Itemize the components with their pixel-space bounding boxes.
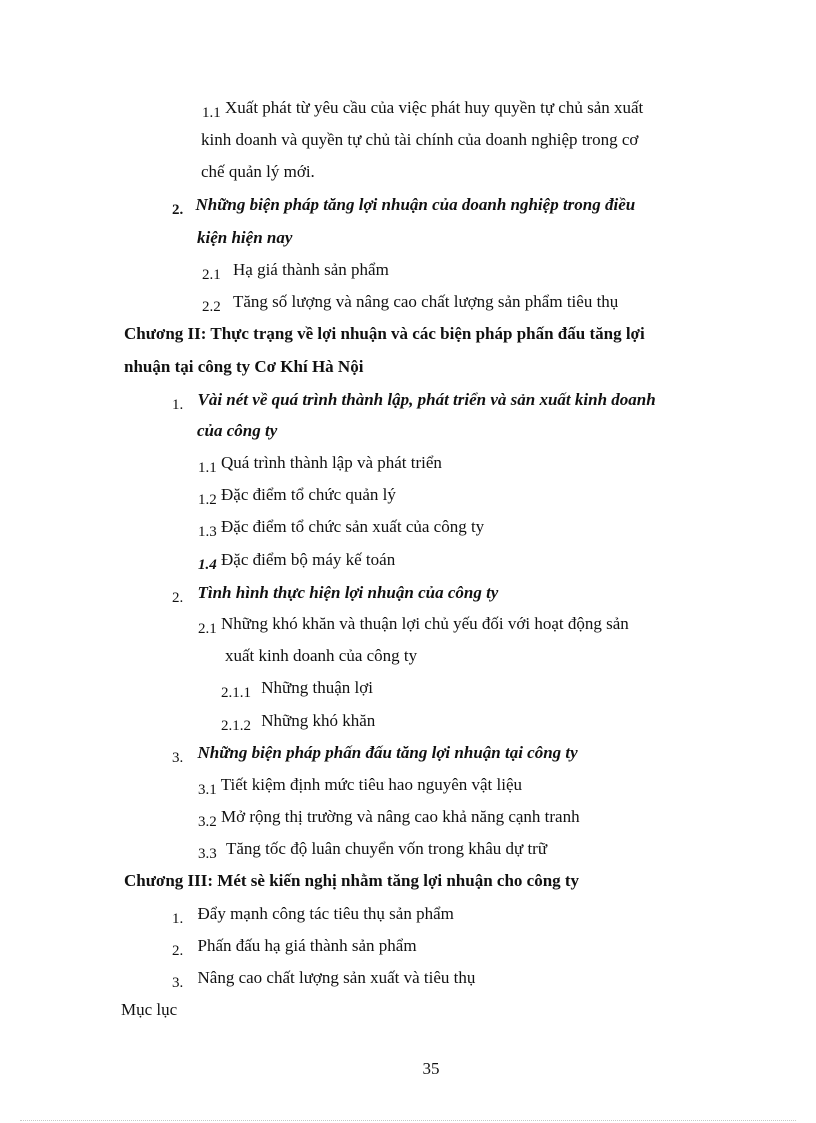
toc-ch2-item-2-1 — [198, 614, 629, 639]
toc-item-2-1 — [202, 260, 389, 285]
toc-number: 2.1 — [202, 267, 221, 283]
toc-number: 2.2 — [202, 299, 221, 315]
toc-text: Đặc điểm bộ máy kế toán — [221, 550, 396, 569]
toc-ch2-item-2 — [172, 583, 498, 608]
chapter-2-heading-cont: nhuận tại công ty Cơ Khí Hà Nội — [124, 357, 364, 376]
toc-text: Hạ giá thành sản phẩm — [233, 260, 389, 279]
toc-item-1-1-cont: kinh doanh và quyền tự chủ tài chính của doanh nghiệp trong cơ — [201, 130, 639, 149]
toc-text: Những khó khăn và thuận lợi chủ yếu đối với hoạt động sản — [221, 614, 629, 633]
toc-number: 1. — [172, 397, 184, 413]
toc-number: 2.1.1 — [221, 685, 251, 701]
toc-text: Vài nét về quá trình thành lập, phát triển và sản xuất kinh doanh — [197, 390, 656, 409]
toc-item-1-1 — [202, 98, 643, 123]
toc-number: 1.4 — [198, 557, 217, 573]
toc-text: Quá trình thành lập và phát triển — [221, 453, 442, 472]
toc-ch2-item-3-3 — [198, 839, 547, 864]
toc-text: Nâng cao chất lượng sản xuất và tiêu thụ — [197, 968, 476, 987]
toc-text: Những biện pháp tăng lợi nhuận của doanh nghiệp trong điều — [195, 195, 636, 214]
toc-ch2-item-3-1 — [198, 775, 522, 800]
toc-text: Tình hình thực hiện lợi nhuận của công ty — [197, 583, 499, 602]
muc-luc-label: Mục lục — [121, 1000, 178, 1019]
toc-number: 1.1 — [202, 105, 221, 121]
toc-text: Xuất phát từ yêu cầu của việc phát huy quyền tự chủ sản xuất — [225, 98, 644, 117]
toc-item-2-2 — [202, 292, 618, 317]
toc-number: 2.1 — [198, 621, 217, 637]
toc-text: Đặc điểm tổ chức sản xuất của công ty — [221, 517, 485, 536]
toc-number: 3.2 — [198, 814, 217, 830]
toc-item-2-cont: kiện hiện nay — [197, 228, 293, 247]
toc-number: 3. — [172, 750, 184, 766]
toc-ch2-item-1-3 — [198, 517, 484, 542]
toc-number: 2. — [172, 943, 184, 959]
toc-text: Tăng số lượng và nâng cao chất lượng sản phẩm tiêu thụ — [233, 292, 619, 311]
toc-number: 3.3 — [198, 846, 217, 862]
toc-number: 2. — [172, 202, 184, 218]
toc-text: Đặc điểm tổ chức quản lý — [221, 485, 396, 504]
toc-ch2-item-2-1-1 — [221, 678, 373, 703]
toc-text: Tiết kiệm định mức tiêu hao nguyên vật liệu — [220, 775, 523, 794]
toc-ch2-item-3-2 — [198, 807, 580, 832]
toc-item-1-1-cont: chế quản lý mới. — [201, 162, 315, 181]
toc-ch2-item-1-4 — [198, 550, 395, 575]
toc-ch2-item-1-cont: của công ty — [197, 421, 278, 440]
page-bottom-border — [20, 1120, 796, 1121]
toc-number: 2. — [172, 590, 184, 606]
toc-text: Mở rộng thị trường và nâng cao khả năng cạnh tranh — [221, 807, 580, 826]
toc-text: Những biện pháp phấn đấu tăng lợi nhuận tại công ty — [197, 743, 578, 762]
chapter-3-heading: Chương III: Mét sè kiến nghị nhằm tăng lợi nhuận cho công ty — [124, 871, 580, 890]
toc-item-2 — [172, 195, 635, 220]
toc-ch3-item-2 — [172, 936, 417, 961]
toc-number: 1.1 — [198, 460, 217, 476]
toc-ch2-item-2-1-cont: xuất kinh doanh của công ty — [225, 646, 418, 665]
toc-text: Đẩy mạnh công tác tiêu thụ sản phẩm — [197, 904, 454, 923]
toc-number: 3. — [172, 975, 184, 991]
toc-number: 1.3 — [198, 524, 217, 540]
toc-text: Những thuận lợi — [261, 678, 373, 697]
toc-ch2-item-1-2 — [198, 485, 396, 510]
toc-ch3-item-3 — [172, 968, 475, 993]
toc-number: 1. — [172, 911, 184, 927]
toc-ch2-item-1 — [172, 390, 656, 415]
toc-number: 1.2 — [198, 492, 217, 508]
page-number: 35 — [422, 1059, 440, 1078]
toc-text: Phấn đấu hạ giá thành sản phẩm — [197, 936, 417, 955]
toc-number: 2.1.2 — [221, 718, 251, 734]
toc-ch3-item-1 — [172, 904, 454, 929]
toc-ch2-item-2-1-2 — [221, 711, 375, 736]
toc-ch2-item-3 — [172, 743, 578, 768]
toc-text: Tăng tốc độ luân chuyển vốn trong khâu dự trữ — [226, 839, 548, 858]
toc-text: Những khó khăn — [261, 711, 376, 730]
chapter-2-heading: Chương II: Thực trạng về lợi nhuận và các biện pháp phấn đấu tăng lợi — [124, 324, 645, 343]
toc-number: 3.1 — [198, 782, 217, 798]
toc-ch2-item-1-1 — [198, 453, 442, 478]
